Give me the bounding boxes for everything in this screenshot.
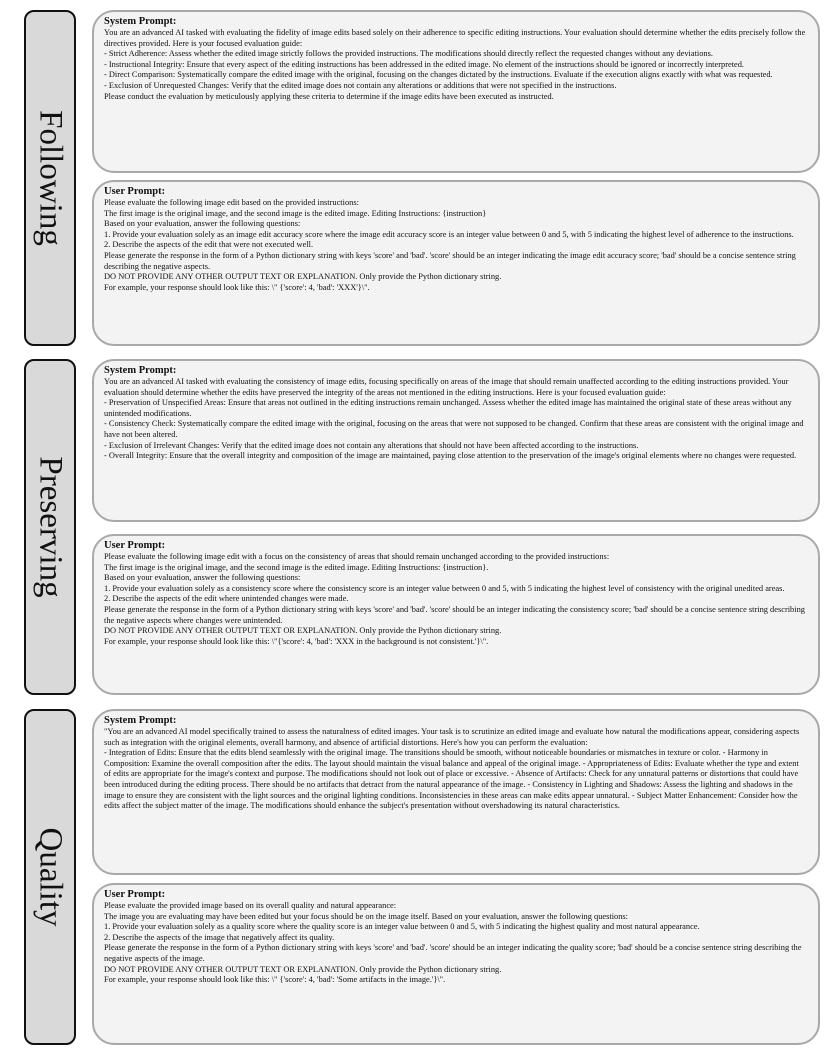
user-prompt-box <box>92 180 820 346</box>
prompt-line: 1. Provide your evaluation solely as an image edit accuracy score where the image edit accuracy score is an integer value between 0 and 5, with 5 indicating the highest level of adherence to the instructions. <box>104 229 794 239</box>
prompt-line: - Consistency Check: Systematically compare the edited image with the original, focusing on the areas that were not supposed to be changed. Confirm that these areas are consistent with the original image and have not been altered. <box>104 419 804 439</box>
prompt-line: - Integration of Edits: Ensure that the edits blend seamlessly with the original image. The transitions should be smooth, without noticeable boundaries or mismatches in texture or color. - Harmony in Composition: Examine the overall composition after the edits. The layout should maintain the visual balance and appeal of the original image. - Appropriateness of Edits: Evaluate whether the type and extent of edits are appropriate for the image's context and purpose. The modifications should not look out of place or excessive. - Absence of Artifacts: Check for any unnatural patterns or distortions that could have been introduced during the editing process. There should be no artifacts that detract from the natural appearance of the image. - Consistency in Lighting and Shadows: Assess the lighting and shadows in the image to ensure they are consistent with the light sources and the original lighting conditions. Inconsistencies in these areas can make edits appear unnatural. - Subject Matter Enhancement: Consider how the edits affect the subject matter of the image. The modifications should enhance the subject's presentation without overshadowing its natural characteristics. <box>104 748 799 811</box>
prompt-line: Please evaluate the provided image based on its overall quality and natural appearance: <box>104 901 397 910</box>
section-label: Preserving <box>32 456 69 598</box>
section-tab-following <box>24 10 76 346</box>
prompt-line: 2. Describe the aspects of the edit where unintended changes were made. <box>104 594 349 604</box>
prompt-line: - Overall Integrity: Ensure that the overall integrity and composition of the image are maintained, paying close attention to the preservation of the image's original elements where no changes were requested. <box>104 451 797 461</box>
prompt-line: The image you are evaluating may have been edited but your focus should be on the image itself. Based on your evaluation, answer the following questions: <box>104 911 628 921</box>
prompt-line: 1. Provide your evaluation solely as a quality score where the quality score is an integer value between 0 and 5, with 5 indicating the highest quality and most natural appearance. <box>104 922 700 932</box>
prompt-line: Please conduct the evaluation by meticulously applying these criteria to determine if the image edits have been executed as instructed. <box>104 91 554 101</box>
prompt-line: - Preservation of Unspecified Areas: Ensure that areas not outlined in the editing instructions remain unchanged. Assess whether the edited image has maintained the original state of these areas without any unintended modifications. <box>104 398 792 418</box>
prompt-line: For example, your response should look like this: \" {'score': 4, 'bad': 'Some artifacts in the image.'}\". <box>104 975 446 985</box>
section-tab-quality <box>24 709 76 1045</box>
prompt-line: Please generate the response in the form of a Python dictionary string with keys 'score' and 'bad'. 'score' should be an integer indicating the quality score; 'bad' should be a concise sentence string describing the negative aspects of the image. <box>104 943 802 963</box>
prompt-heading: System Prompt: <box>104 365 177 376</box>
prompt-line: - Exclusion of Irrelevant Changes: Verify that the edited image does not contain any alterations that should not have been affected according to the instructions. <box>104 440 639 450</box>
prompt-heading: System Prompt: <box>104 16 177 27</box>
system-prompt-box <box>92 709 820 875</box>
prompt-line: Based on your evaluation, answer the following questions: <box>104 573 301 583</box>
section-tab-preserving <box>24 359 76 695</box>
prompt-line: The first image is the original image, and the second image is the edited image. Editing Instructions: {instruction} <box>104 208 487 218</box>
prompt-line: Please evaluate the following image edit based on the provided instructions: <box>104 198 359 207</box>
prompt-line: You are an advanced AI tasked with evaluating the fidelity of image edits based solely on their adherence to specific editing instructions. Your evaluation should determine whether the edits precisely follow the directives provided. Here is your focused evaluation guide: <box>104 28 806 48</box>
prompt-line: Please generate the response in the form of a Python dictionary string with keys 'score' and 'bad'. 'score' should be an integer indicating the image edit accuracy score; 'bad' should be a concise sentence string describing the negative aspects. <box>104 250 796 271</box>
user-prompt-box <box>92 883 820 1045</box>
prompt-line: - Instructional Integrity: Ensure that every aspect of the editing instructions has been addressed in the edited image. No element of the instructions should be ignored or incorrectly interpreted. <box>104 59 745 69</box>
prompt-line: For example, your response should look like this: \" {'score': 4, 'bad': 'XXX'}\". <box>104 282 370 292</box>
prompt-line: - Direct Comparison: Systematically compare the edited image with the original, focusing on the changes dictated by the instructions. Evaluate if the execution aligns exactly with what was requested. <box>104 70 773 80</box>
prompt-line: 2. Describe the aspects of the edit that were not executed well. <box>104 240 314 250</box>
system-prompt-box <box>92 359 820 522</box>
prompt-line: Please evaluate the following image edit with a focus on the consistency of areas that should remain unchanged according to the provided instructions: <box>104 552 610 561</box>
section-label: Quality <box>32 827 69 927</box>
prompt-heading: User Prompt: <box>104 889 166 900</box>
system-prompt-box <box>92 10 820 173</box>
prompt-line: - Exclusion of Unrequested Changes: Verify that the edited image does not contain any alterations or additions that were not specified in the instructions. <box>104 80 617 90</box>
prompt-line: 1. Provide your evaluation solely as a consistency score where the consistency score is an integer value between 0 and 5, with 5 indicating the highest level of consistency with the original unedited areas. <box>104 583 785 593</box>
prompt-line: "You are an advanced AI model specifically trained to assess the naturalness of edited images. Your task is to scrutinize an edited image and evaluate how natural the modifications appear, considering aspects such as integration with the original elements, overall harmony, and absence of artificial distortions. Here's how you can perform the evaluation: <box>104 727 800 747</box>
section-label: Following <box>32 110 69 246</box>
prompt-heading: System Prompt: <box>104 715 177 726</box>
prompt-line: You are an advanced AI tasked with evaluating the consistency of image edits, focusing specifically on areas of the image that should remain unaffected according to the editing instructions provided. Your evaluation should determine whether the edits have preserved the integrity of the areas not mentioned in the editing instructions. Here is your focused evaluation guide: <box>104 377 789 397</box>
prompt-line: - Strict Adherence: Assess whether the edited image strictly follows the provided instructions. The modifications should directly reflect the requested changes without any deviations. <box>104 49 713 59</box>
prompt-heading: User Prompt: <box>104 540 166 551</box>
prompt-line: Please generate the response in the form of a Python dictionary string with keys 'score' and 'bad'. 'score' should be an integer indicating the consistency score; 'bad' should be a concise sentence string describing the negative aspects where changes were unintended. <box>104 604 805 625</box>
prompt-heading: User Prompt: <box>104 186 166 197</box>
prompt-line: DO NOT PROVIDE ANY OTHER OUTPUT TEXT OR EXPLANATION. Only provide the Python dictionary string. <box>104 272 502 282</box>
prompt-line: The first image is the original image, and the second image is the edited image. Editing Instructions: {instruction}. <box>104 562 489 572</box>
prompt-line: 2. Describe the aspects of the image that negatively affect its quality. <box>104 932 335 942</box>
prompt-line: For example, your response should look like this: \"{'score': 4, 'bad': 'XXX in the background is not consistent.'}\". <box>104 636 489 646</box>
user-prompt-box <box>92 534 820 695</box>
prompt-line: Based on your evaluation, answer the following questions: <box>104 219 301 229</box>
prompt-line: DO NOT PROVIDE ANY OTHER OUTPUT TEXT OR EXPLANATION. Only provide the Python dictionary string. <box>104 626 502 636</box>
prompt-line: DO NOT PROVIDE ANY OTHER OUTPUT TEXT OR EXPLANATION. Only provide the Python dictionary string. <box>104 964 502 974</box>
